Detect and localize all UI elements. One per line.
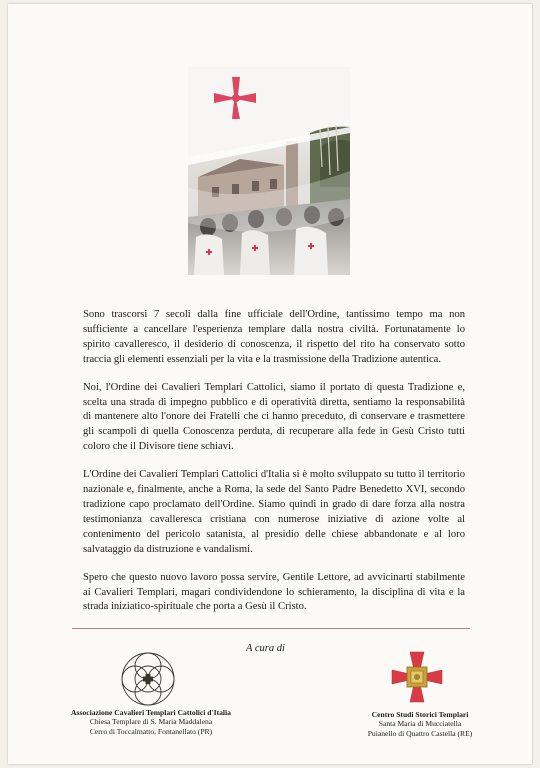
credit-left-line1: Chiesa Templare di S. Maria Maddalena [89,717,213,727]
paragraph-2: Noi, l'Ordine dei Cavalieri Templari Cattolici, siamo il portato di questa Tradizione e, scelta una strada di impegno pubblico e di operatività diretta, sentiamo la responsabilità di mantenere alto l'onore dei Fratelli che ci hanno preceduto, di conservare e trasmettere gli scampoli di quella Conoscenza perduta, di recuperare alla fede in Gesù Cristo tutti coloro che il Divisore tiene schiavi. [83,381,465,453]
body-text [83,308,465,628]
divider-rule [72,628,470,629]
credit-right-title: Centro Studi Storici Templari [371,710,469,719]
association-logo-icon [118,650,178,708]
credit-right [350,710,490,738]
credit-left-line2: Cerro di Toccalmatto, Fontanellato (PR) [89,726,213,736]
credit-left-title: Associazione Cavalieri Templari Cattolici d'Italia [71,708,231,717]
a-cura-di-label: A cura di [246,643,285,654]
credit-right-line2: Puianello di Quattro Castella (RE) [367,728,473,738]
credit-left [66,708,236,736]
credit-right-line1: Santa Maria di Mucciatella [378,719,462,729]
cover-photo-templar-procession [188,67,350,275]
paragraph-1: Sono trascorsi 7 secoli dalla fine ufficiale dell'Ordine, tantissimo tempo ma non sufficiente a cancellare l'esperienza templare dalla nostra civiltà. Fortunatamente lo spirito cavalleresco, il desiderio di conoscenza, il rispetto del rito ha conservato sotto traccia gli elementi essenziali per la vita e la trasmissione della Tradizione autentica. [83,309,465,365]
paragraph-4: Spero che questo nuovo lavoro possa servire, Gentile Lettore, ad avvicinarti stabilmente ai Cavalieri Templari, magari condividendone lo schieramento, la disciplina di vita e la strada iniziatico-spirituale che porta a Gesù il Cristo. [83,571,465,613]
paragraph-3: L'Ordine dei Cavalieri Templari Cattolici d'Italia si è molto sviluppato su tutto il territorio nazionale e, finalmente, anche a Roma, la sede del Santo Padre Benedetto XVI, secondo tradizione capo proclamato dell'Ordine. Siamo quindi in grado di dare forza alla nostra testimonianza cavalleresca cristiana con numerose iniziative di azione volte al contenimento del pericolo satanista, al presidio delle chiese abbandonate e al loro salvataggio da distruzione e vandalismi. [83,469,465,555]
templar-cross-logo-icon [388,648,446,706]
